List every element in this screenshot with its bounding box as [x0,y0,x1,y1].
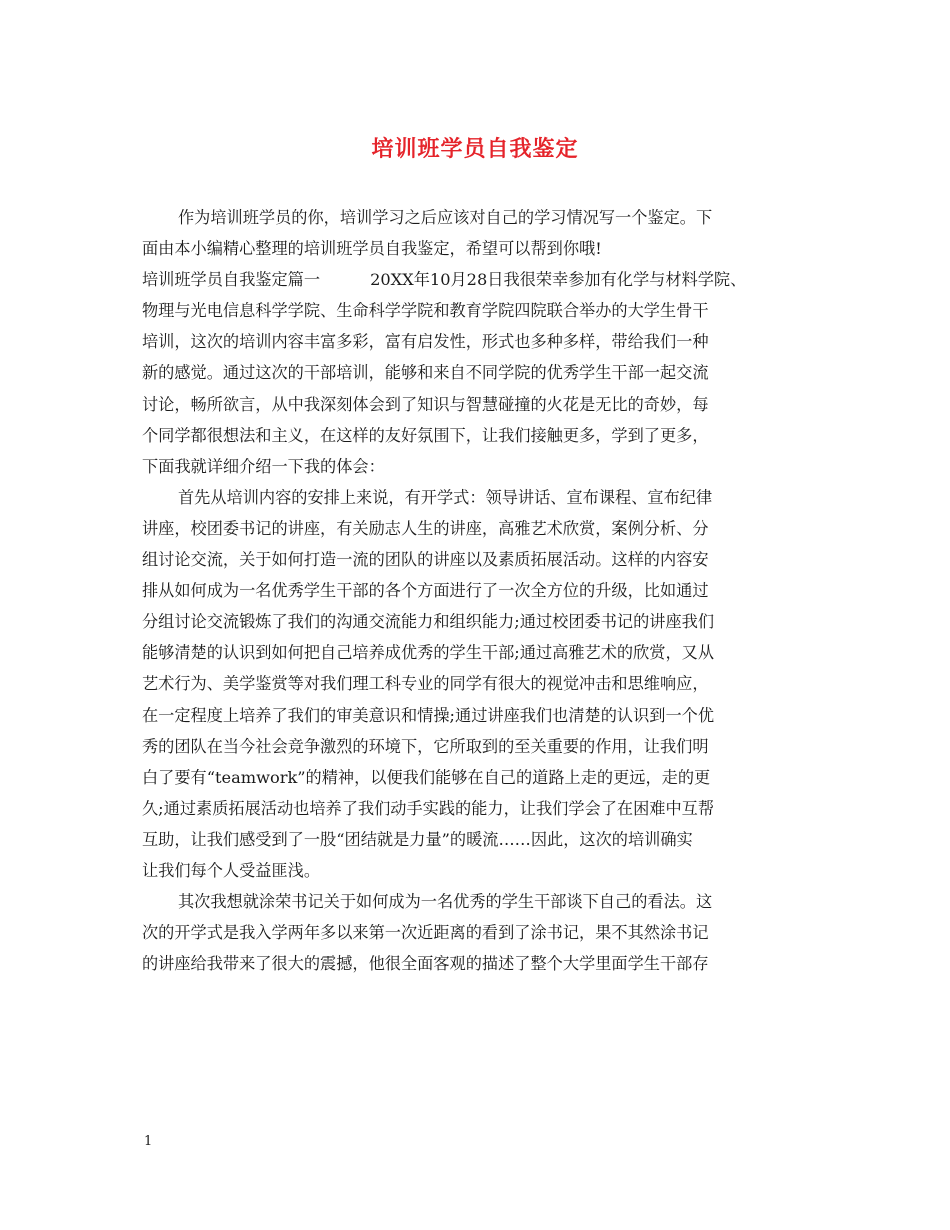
section-first-line: 20XX年10月28日我很荣幸参加有化学与材料学院、 [370,270,747,290]
paragraph1-line: 个同学都很想法和主义，在这样的友好氛围下，让我们接触更多，学到了更多， [142,425,709,445]
paragraph2-line: 久;通过素质拓展活动也培养了我们动手实践的能力，让我们学会了在困难中互帮 [142,798,715,818]
paragraph2-line: 首先从培训内容的安排上来说，有开学式：领导讲话、宣布课程、宣布纪律 [178,487,713,507]
paragraph2-line: 能够清楚的认识到如何把自己培养成优秀的学生干部;通过高雅艺术的欣赏，又从 [142,643,715,663]
page-number: 1 [144,1134,153,1149]
section-heading: 培训班学员自我鉴定篇一 [142,270,321,290]
paragraph2-line: 分组讨论交流锻炼了我们的沟通交流能力和组织能力;通过校团委书记的讲座我们 [142,612,715,632]
paragraph2-line: 组讨论交流，关于如何打造一流的团队的讲座以及素质拓展活动。这样的内容安 [142,550,709,570]
intro-line: 面由本小编精心整理的培训班学员自我鉴定，希望可以帮到你哦! [142,239,602,259]
paragraph2-line: 排从如何成为一名优秀学生干部的各个方面进行了一次全方位的升级，比如通过 [142,581,709,601]
paragraph2-line: 白了要有“teamwork”的精神，以便我们能够在自己的道路上走的更远，走的更 [142,767,711,787]
document-title: 培训班学员自我鉴定 [371,136,579,162]
paragraph1-line: 下面我就详细介绍一下我的体会： [142,456,385,476]
paragraph3-line: 的讲座给我带来了很大的震撼，他很全面客观的描述了整个大学里面学生干部存 [142,954,709,974]
document-body [142,202,812,979]
paragraph3-line: 次的开学式是我入学两年多以来第一次近距离的看到了涂书记，果不其然涂书记 [142,923,709,943]
paragraph2-line: 艺术行为、美学鉴赏等对我们理工科专业的同学有很大的视觉冲击和思维响应， [142,674,709,694]
paragraph1-line: 培训，这次的培训内容丰富多彩，富有启发性，形式也多种多样，带给我们一种 [142,332,709,352]
paragraph1-line: 物理与光电信息科学学院、生命科学学院和教育学院四院联合举办的大学生骨干 [142,301,709,321]
paragraph2-line: 在一定程度上培养了我们的审美意识和情操;通过讲座我们也清楚的认识到一个优 [142,705,715,725]
paragraph2-line: 让我们每个人受益匪浅。 [142,860,321,880]
paragraph1-line: 新的感觉。通过这次的干部培训，能够和来自不同学院的优秀学生干部一起交流 [142,363,709,383]
intro-line: 作为培训班学员的你，培训学习之后应该对自己的学习情况写一个鉴定。下 [178,208,713,227]
paragraph3-line: 其次我想就涂荣书记关于如何成为一名优秀的学生干部谈下自己的看法。这 [178,892,713,912]
paragraph2-line: 互助，让我们感受到了一股“团结就是力量”的暖流……因此，这次的培训确实 [142,829,693,849]
section-heading-line [142,264,812,295]
paragraph1-line: 讨论，畅所欲言，从中我深刻体会到了知识与智慧碰撞的火花是无比的奇妙，每 [142,394,709,414]
paragraph2-line: 讲座，校团委书记的讲座，有关励志人生的讲座，高雅艺术欣赏，案例分析、分 [142,518,709,538]
paragraph2-line: 秀的团队在当今社会竞争激烈的环境下，它所取到的至关重要的作用，让我们明 [142,736,709,756]
